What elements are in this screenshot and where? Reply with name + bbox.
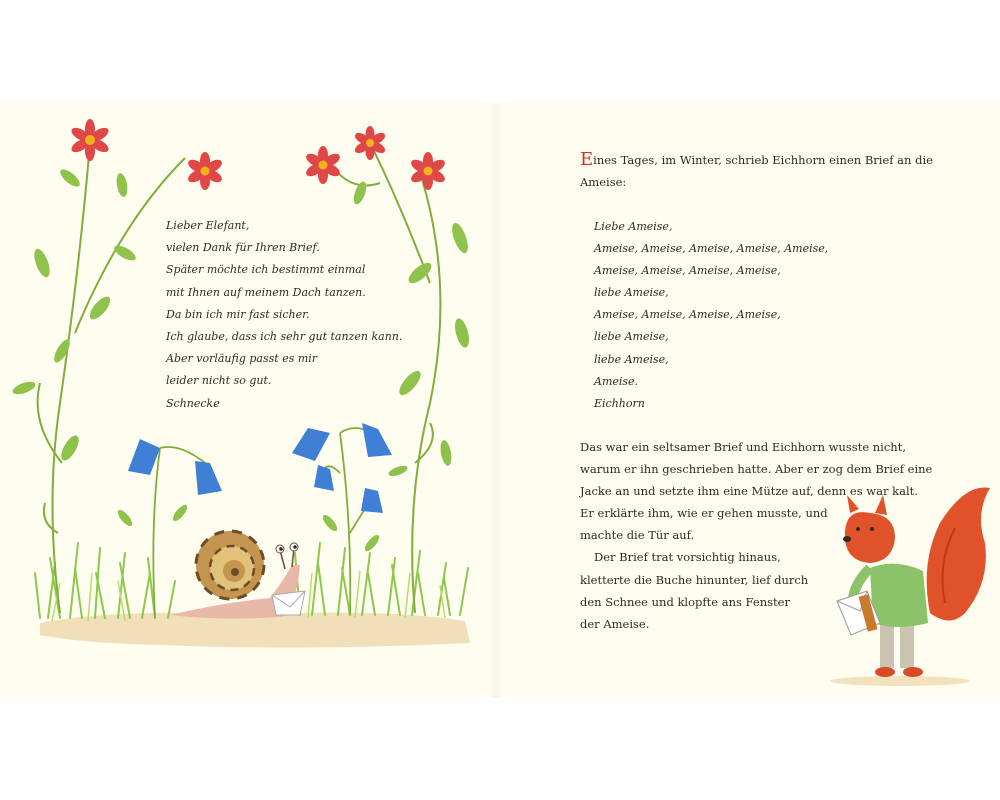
story-line: machte die Tür auf.	[580, 528, 695, 543]
ant-letter-signature: Eichhorn	[594, 396, 645, 410]
snail-letter-line: Ich glaube, dass ich sehr gut tanzen kann.	[166, 330, 403, 344]
bellflower-blossoms	[128, 423, 392, 513]
story-line: kletterte die Buche hinunter, lief durch	[580, 572, 809, 587]
red-flower-2	[186, 152, 224, 190]
snail-letter-signature: Schnecke	[166, 396, 220, 410]
ant-letter-line: liebe Ameise,	[594, 352, 669, 366]
red-flower-1	[69, 119, 110, 161]
snail-letter-line: mit Ihnen auf meinem Dach tanzen.	[166, 285, 366, 299]
red-flower-5	[409, 152, 447, 190]
ant-letter-line: liebe Ameise,	[594, 330, 669, 344]
ant-letter-line: Ameise, Ameise, Ameise, Ameise,	[594, 308, 781, 322]
ant-letter-line: Ameise.	[594, 374, 639, 388]
squirrel-leg-right	[900, 623, 914, 668]
snail-letter-line: Aber vorläufig passt es mir	[166, 352, 318, 366]
red-flower-4	[353, 126, 387, 160]
ant-letter-line: Ameise, Ameise, Ameise, Ameise,	[594, 264, 781, 278]
intro-paragraph	[580, 149, 933, 193]
story-line: Er erklärte ihm, wie er gehen musste, und	[580, 506, 828, 521]
snail-letter-line: vielen Dank für Ihren Brief.	[166, 241, 320, 255]
ant-letter	[594, 216, 828, 415]
story-line: warum er ihn geschrieben hatte. Aber er zog dem Brief eine	[580, 462, 933, 477]
intro-line: Ameise:	[580, 175, 627, 190]
book-spread	[0, 103, 1000, 698]
snail-letter-line: leider nicht so gut.	[166, 374, 272, 388]
story-line: Jacke an und setzte ihm eine Mütze auf, denn es war kalt.	[580, 484, 918, 499]
ant-letter-line: Ameise, Ameise, Ameise, Ameise, Ameise,	[594, 242, 829, 256]
story-line: der Ameise.	[580, 616, 650, 631]
story-line: Das war ein seltsamer Brief und Eichhorn wusste nicht,	[580, 440, 906, 454]
drop-cap: E	[580, 149, 594, 170]
right-page	[495, 103, 1000, 698]
story-line: Der Brief trat vorsichtig hinaus,	[594, 550, 781, 565]
red-flower-3	[304, 146, 342, 184]
left-vine-leaves	[11, 166, 138, 463]
ground-shadow	[830, 676, 970, 686]
snail	[170, 531, 305, 619]
snail-letter-line: Lieber Elefant,	[166, 219, 250, 232]
squirrel-leg-left	[880, 623, 894, 668]
snail-letter-line: Später möchte ich bestimmt einmal	[166, 263, 366, 277]
squirrel-head	[845, 512, 895, 563]
squirrel-sweater	[870, 564, 928, 627]
left-page	[0, 103, 495, 698]
snail-letter-line: Da bin ich mir fast sicher.	[166, 307, 310, 321]
intro-line-rest: ines Tages, im Winter, schrieb Eichhorn einen Brief an die	[593, 153, 933, 167]
bellflower-stems	[153, 428, 372, 618]
squirrel-illustration	[825, 473, 1000, 698]
left-vine	[38, 143, 185, 613]
snail-letter	[166, 215, 402, 415]
intro-line	[580, 149, 933, 171]
story-line: den Schnee und klopfte ans Fenster	[580, 594, 790, 609]
squirrel-tail	[927, 487, 990, 620]
ant-letter-line: liebe Ameise,	[594, 286, 669, 300]
ant-letter-line: Liebe Ameise,	[594, 220, 673, 233]
